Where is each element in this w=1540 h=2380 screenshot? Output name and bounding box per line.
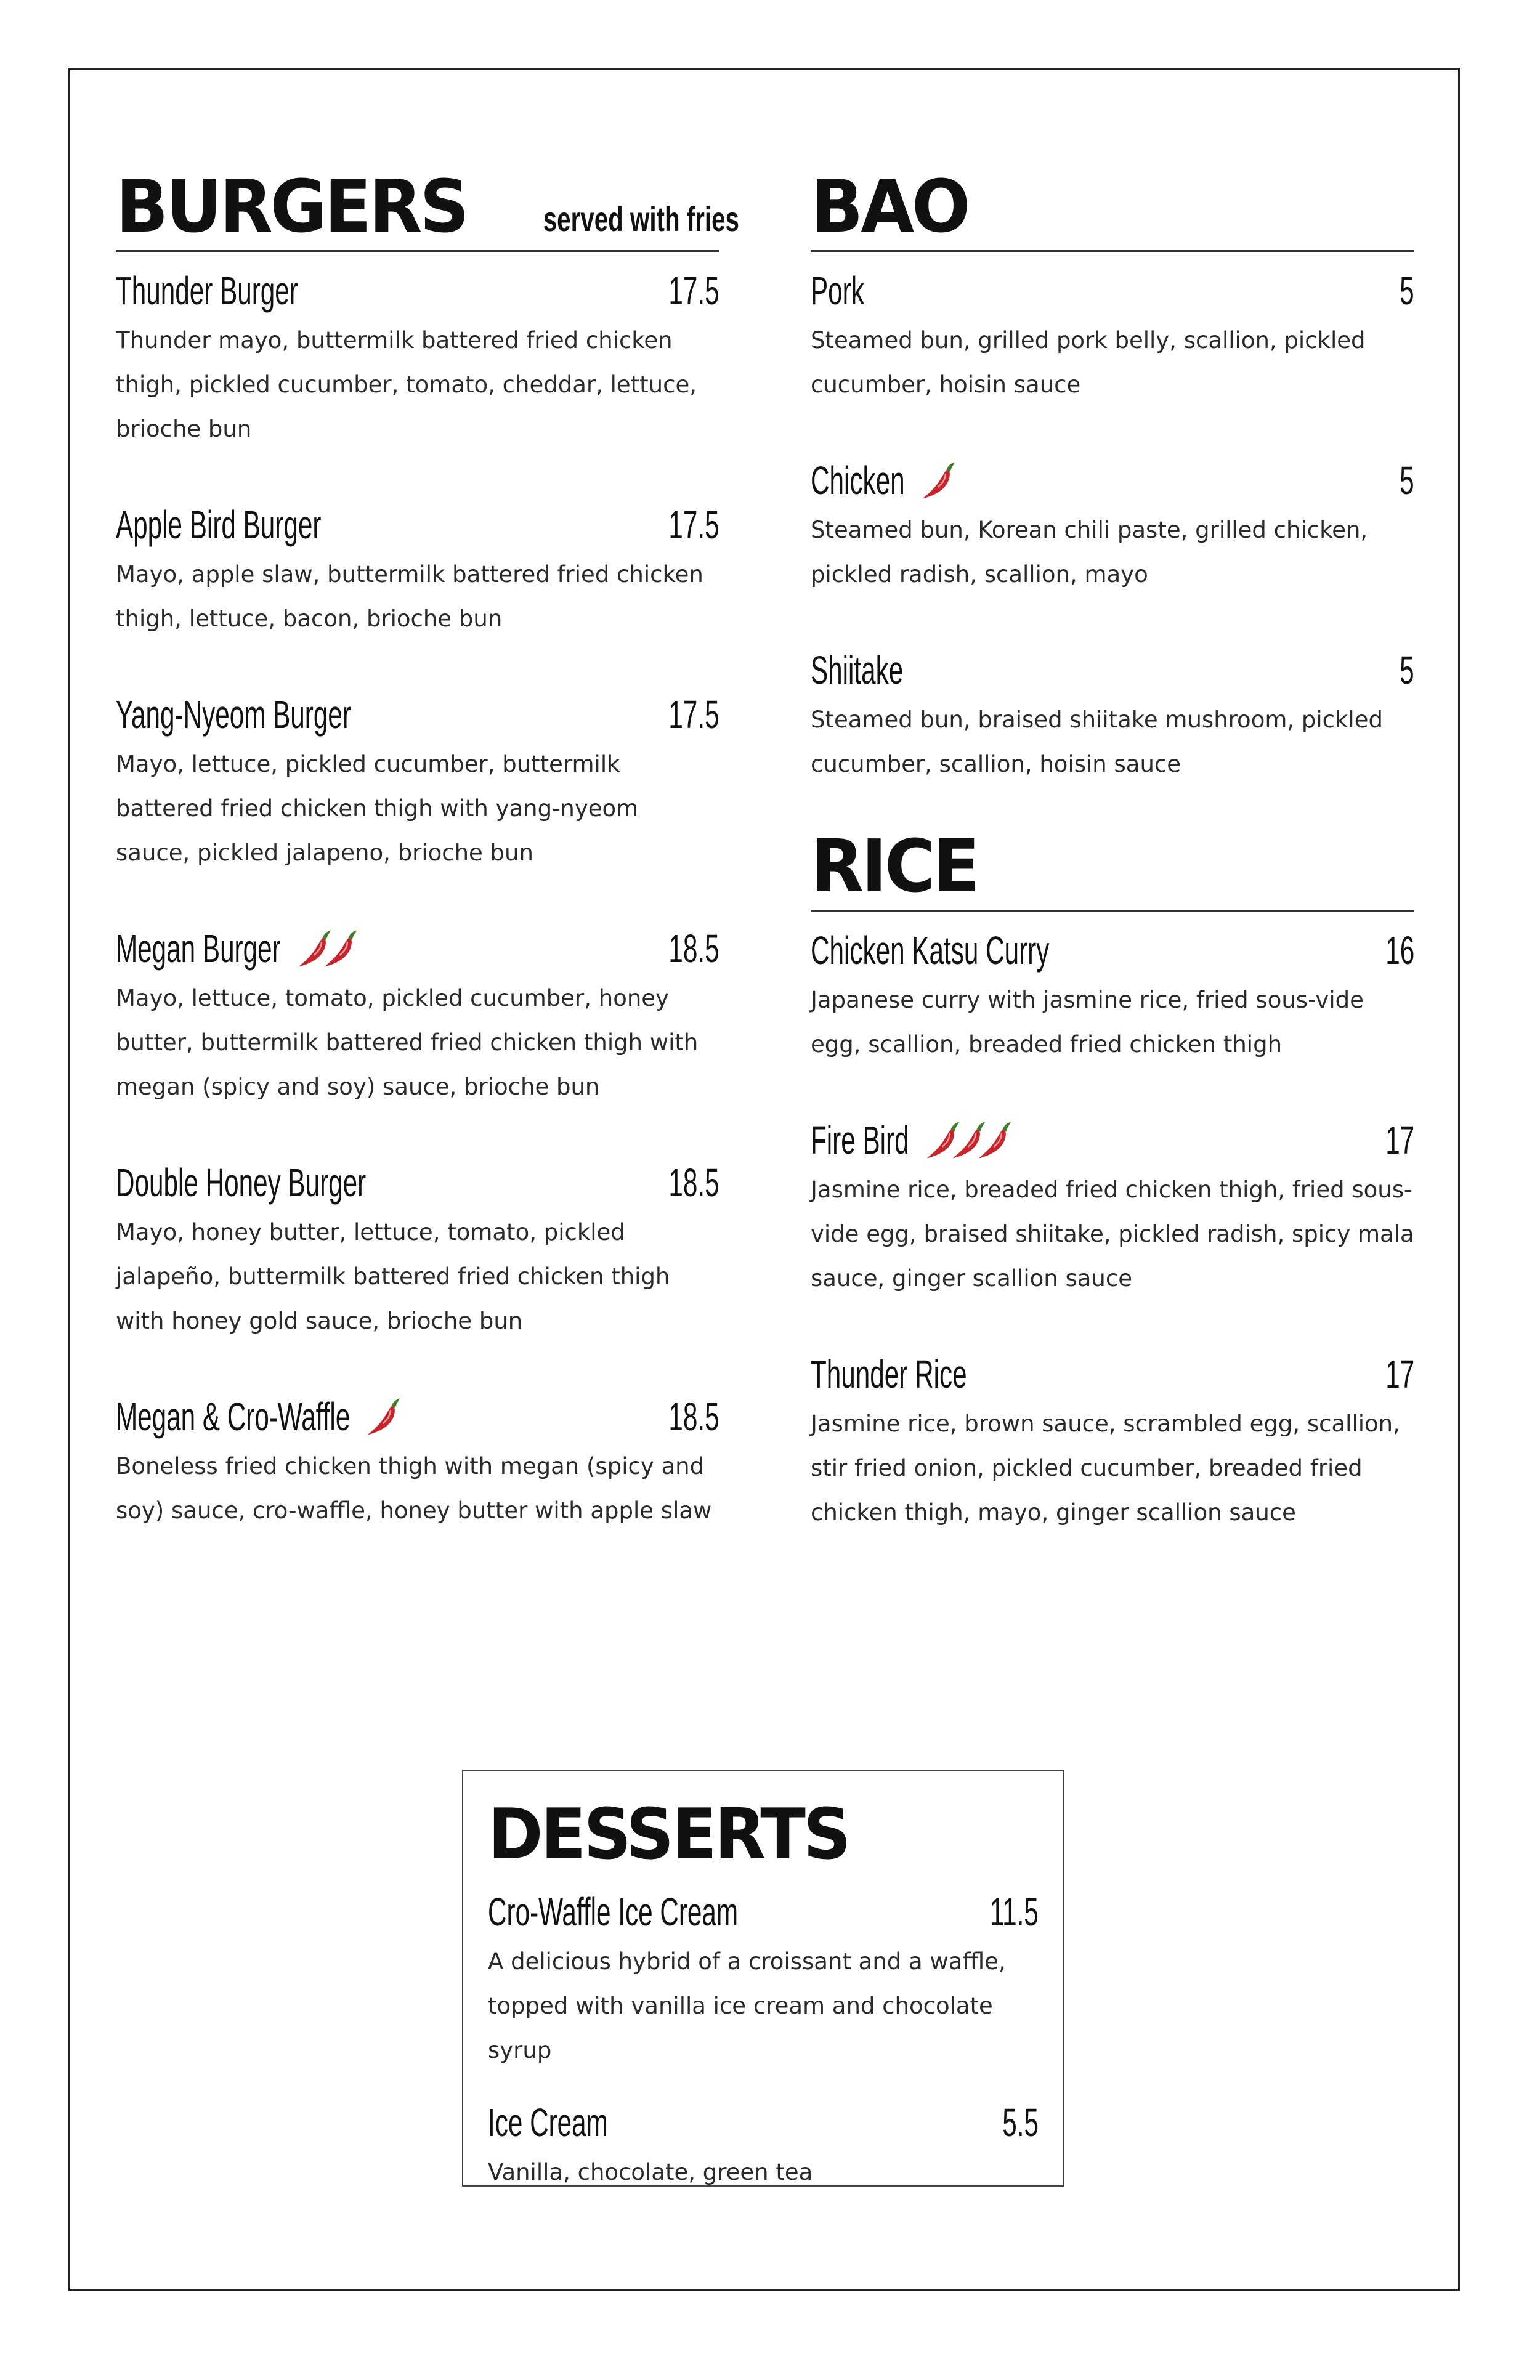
menu-item-header [116, 1155, 719, 1210]
menu-item [116, 1155, 719, 1343]
chili-pepper-icon [976, 1119, 1014, 1162]
menu-item-description: Mayo, honey butter, lettuce, tomato, pickled jalapeño, buttermilk battered fried chicken thigh with honey gold sauce, brioche bun [116, 1219, 670, 1334]
menu-item-description: Japanese curry with jasmine rice, fried sous-vide egg, scallion, breaded fried chicken thigh [811, 987, 1364, 1058]
menu-item-description: Mayo, apple slaw, buttermilk battered fried chicken thigh, lettuce, bacon, brioche bun [116, 561, 703, 632]
menu-item-price: 5 [1400, 648, 1414, 692]
burgers-column [116, 164, 739, 1579]
menu-item-header [116, 687, 719, 742]
menu-item-description: Steamed bun, braised shiitake mushroom, pickled cucumber, scallion, hoisin sauce [811, 706, 1383, 777]
desserts-box [462, 1770, 1064, 2187]
menu-item-price: 5 [1400, 269, 1414, 313]
menu-item [116, 1389, 719, 1533]
menu-item-description: Jasmine rice, brown sauce, scrambled egg, scallion, stir fried onion, pickled cucumber, breaded fried chicken thigh, mayo, ginger scallion sauce [811, 1411, 1400, 1526]
menu-item-name: Thunder Burger [116, 269, 298, 313]
menu-item-price: 17.5 [668, 269, 719, 313]
menu-item-header [811, 453, 1414, 508]
burgers-subtitle: served with fries [543, 200, 739, 238]
menu-item-name-wrap [811, 928, 1172, 973]
spice-level-indicator [920, 459, 946, 502]
menu-item-name-wrap [811, 1117, 1002, 1163]
menu-item-name: Cro-Waffle Ice Cream [488, 1890, 739, 1934]
menu-item-name: Chicken Katsu Curry [811, 928, 1050, 973]
menu-item-price: 5.5 [1002, 2100, 1039, 2145]
menu-item-price: 18.5 [668, 1160, 719, 1205]
menu-item [811, 642, 1414, 787]
menu-item-name: Chicken [811, 458, 905, 503]
menu-item-header [116, 1389, 719, 1444]
menu-item-name-wrap [116, 1160, 495, 1205]
menu-item-name: Thunder Rice [811, 1352, 967, 1396]
menu-item-description: Steamed bun, Korean chili paste, grilled chicken, pickled radish, scallion, mayo [811, 517, 1368, 588]
chili-pepper-icon [322, 927, 360, 970]
menu-item-header [811, 923, 1414, 978]
bao-title: BAO [811, 164, 968, 249]
menu-item [116, 921, 719, 1109]
menu-item-price: 18.5 [668, 926, 719, 971]
menu-item-name-wrap [811, 1351, 1047, 1397]
menu-item-description: Vanilla, chocolate, green tea [488, 2159, 813, 2185]
menu-item-header [488, 2095, 1039, 2150]
menu-item-name: Apple Bird Burger [116, 503, 322, 547]
chili-pepper-icon [920, 459, 958, 502]
menu-item-header [116, 921, 719, 976]
menu-item-name-wrap [116, 692, 472, 737]
menu-item-name: Yang-Nyeom Burger [116, 692, 351, 737]
menu-item [811, 1346, 1414, 1535]
menu-item-price: 17 [1385, 1352, 1414, 1396]
menu-item-name: Double Honey Burger [116, 1160, 367, 1205]
menu-item-price: 17.5 [668, 692, 719, 737]
menu-item-header [811, 1346, 1414, 1402]
menu-item [811, 263, 1414, 407]
menu-item-header [811, 642, 1414, 698]
menu-item-description: A delicious hybrid of a croissant and a waffle, topped with vanilla ice cream and chocolate syrup [488, 1948, 1006, 2063]
bao-rice-column [811, 164, 1414, 1581]
menu-item-name: Fire Bird [811, 1118, 909, 1162]
menu-item-name-wrap [488, 2100, 670, 2145]
menu-item-price: 11.5 [989, 1890, 1039, 1934]
menu-item-name: Megan Burger [116, 926, 281, 971]
menu-item-name: Pork [811, 269, 864, 313]
menu-item [811, 453, 1414, 597]
rice-title: RICE [811, 824, 978, 909]
rice-items [811, 912, 1414, 1535]
menu-item-description: Thunder mayo, buttermilk battered fried chicken thigh, pickled cucumber, tomato, cheddar, lettuce, brioche bun [116, 327, 697, 442]
menu-item [488, 2095, 1039, 2195]
menu-item-name-wrap [116, 926, 347, 971]
menu-item-price: 17.5 [668, 503, 719, 547]
desserts-title: DESSERTS [488, 1794, 849, 1876]
spice-level-indicator [296, 927, 347, 970]
burgers-header [116, 164, 739, 252]
menu-item-name: Shiitake [811, 648, 904, 692]
bao-items [811, 252, 1414, 787]
menu-item [488, 1884, 1039, 2073]
menu-item [116, 687, 719, 875]
spice-level-indicator [365, 1395, 391, 1438]
menu-item-header [116, 263, 719, 318]
menu-item-description: Boneless fried chicken thigh with megan (spicy and soy) sauce, cro-waffle, honey butter with apple slaw [116, 1453, 712, 1524]
menu-item-description: Mayo, lettuce, tomato, pickled cucumber, honey butter, buttermilk battered fried chicken thigh with megan (spicy and soy) sauce, brioche bun [116, 985, 699, 1100]
menu-item-name: Megan & Cro-Waffle [116, 1394, 351, 1439]
menu-item-name-wrap [116, 268, 392, 314]
menu-item-name: Ice Cream [488, 2100, 608, 2145]
bao-header [811, 164, 1414, 252]
burgers-title: BURGERS [116, 164, 467, 249]
menu-item-price: 5 [1400, 458, 1414, 503]
menu-item-name-wrap [811, 647, 951, 693]
menu-item-name-wrap [488, 1889, 867, 1935]
menu-item-header [488, 1884, 1039, 1940]
menu-item [811, 923, 1414, 1067]
rice-section [811, 824, 1414, 1535]
menu-item-price: 18.5 [668, 1394, 719, 1439]
menu-item-description: Jasmine rice, breaded fried chicken thigh, fried sous-vide egg, braised shiitake, pickled radish, spicy mala sauce, ginger scallion sauce [811, 1176, 1414, 1292]
desserts-items [488, 1868, 1039, 2195]
menu-item-name-wrap [116, 502, 427, 548]
menu-item [116, 497, 719, 641]
burgers-items [116, 252, 719, 1533]
menu-item-name-wrap [116, 1394, 391, 1439]
menu-item-header [811, 263, 1414, 318]
menu-item-price: 17 [1385, 1118, 1414, 1162]
spice-level-indicator [924, 1119, 1002, 1162]
menu-item-description: Steamed bun, grilled pork belly, scallion, pickled cucumber, hoisin sauce [811, 327, 1366, 398]
menu-item-name-wrap [811, 268, 892, 314]
menu-item-price: 16 [1385, 928, 1414, 973]
menu-item-name-wrap [811, 458, 946, 503]
menu-item-header [116, 497, 719, 552]
menu-item [116, 263, 719, 451]
menu-item [811, 1112, 1414, 1301]
menu-item-header [811, 1112, 1414, 1168]
chili-pepper-icon [365, 1395, 403, 1438]
rice-header [811, 824, 1414, 912]
menu-item-description: Mayo, lettuce, pickled cucumber, buttermilk battered fried chicken thigh with yang-nyeom sauce, pickled jalapeno, brioche bun [116, 751, 639, 866]
